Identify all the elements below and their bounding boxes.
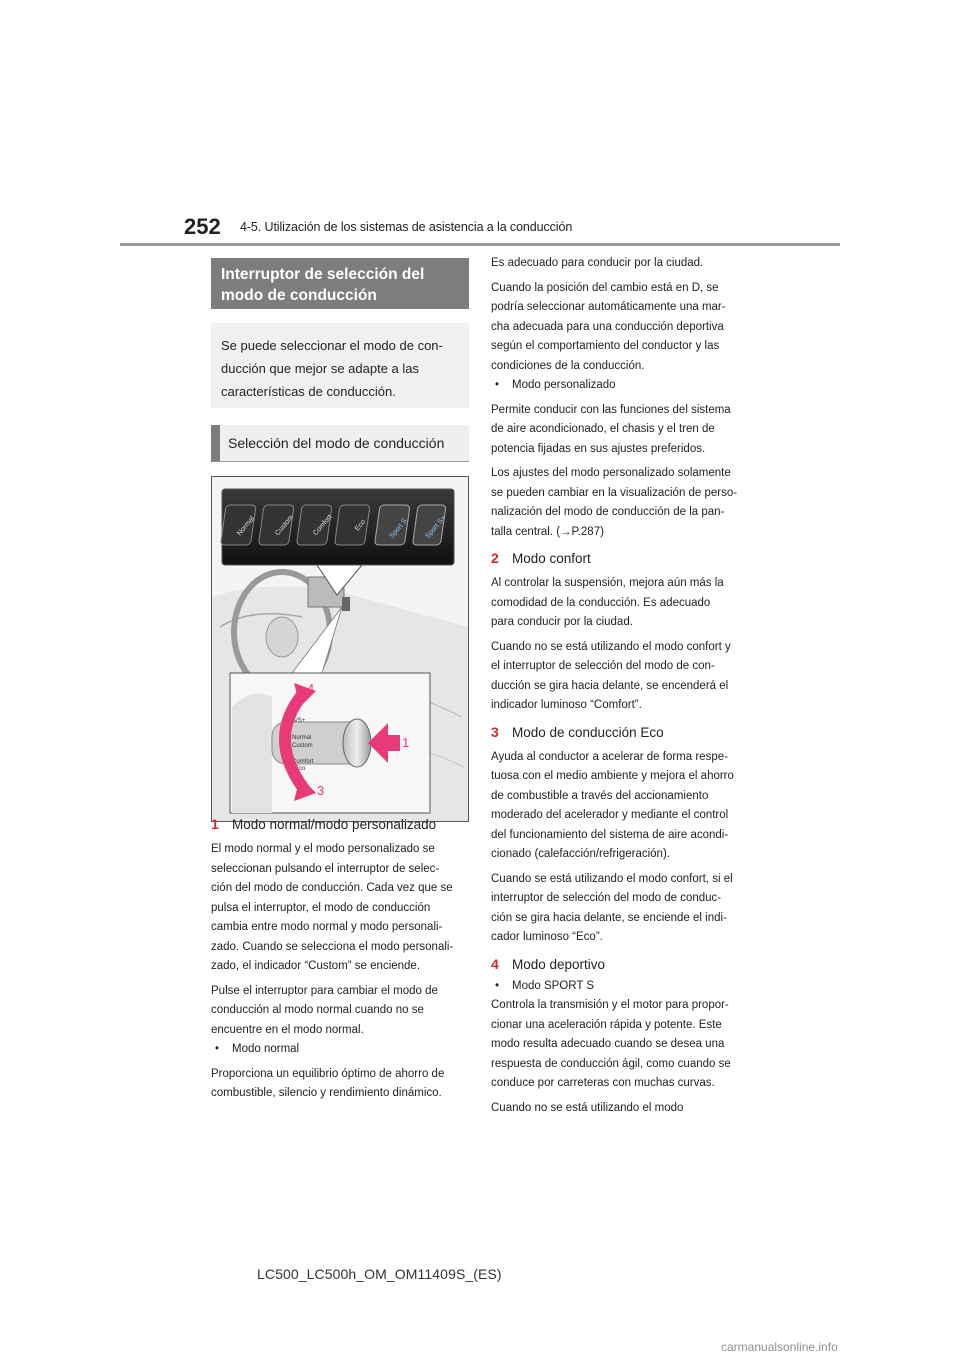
paragraph: Ayuda al conductor a acelerar de forma respe- tuosa con el medio ambiente y mejora el ahorro de combustible a través del accionamiento moderado del acelerador y mediante el control del funcionamiento del sistema de aire acondi- cionado (calefacción/refrigeración). [491, 750, 734, 860]
step-2-title: Modo confort [512, 551, 591, 566]
switch-label-normal: Normal [292, 735, 312, 741]
step-3-title: Modo de conducción Eco [512, 724, 664, 740]
callout-1: 1 [402, 735, 410, 750]
mode-label-comfort: Comfort [312, 513, 334, 538]
title-line-2: modo de conducción [221, 287, 377, 304]
mode-label-sport-s: Sport S [388, 517, 409, 541]
page-header [0, 0, 960, 250]
switch-label-comfort: Comfort [292, 759, 314, 765]
figure-drive-mode-switch [211, 476, 469, 822]
paragraph: Proporciona un equilibrio óptimo de ahorro de combustible, silencio y rendimiento dinámico. [211, 1067, 445, 1099]
left-column [211, 258, 469, 822]
mode-label-eco: Eco [353, 518, 368, 533]
steering-hub [266, 617, 298, 657]
bullet-item: • Modo personalizado [495, 379, 616, 391]
switch-location [342, 597, 350, 611]
paragraph: Cuando no se está utilizando el modo confort y el interruptor de selección del modo de con- ducción se gira hacia delante, se encenderá el indicador luminoso “Comfort”. [491, 640, 731, 711]
stalk-housing [232, 694, 272, 813]
paragraph: Es adecuado para conducir por la ciudad. [491, 257, 704, 269]
switch-label-eco: Eco [295, 766, 306, 772]
switch-knob [343, 719, 371, 767]
step-1-title: Modo normal/modo personalizado [232, 817, 437, 832]
paragraph: Controla la transmisión y el motor para propor- cionar una aceleración rápida y potente. Este modo resulta adecuado cuando se desea una respuesta de conducción ágil, como cuando se conduce por carreteras con muchas curvas. [491, 999, 731, 1089]
intro-box [211, 323, 469, 408]
left-body-text [211, 816, 469, 1104]
callout-3: 3 [317, 783, 325, 798]
step-3-heading [491, 724, 749, 740]
title-line-1: Interruptor de selección del [221, 266, 425, 283]
paragraph: Cuando la posición del cambio está en D, se podría seleccionar automáticamente una mar- cha adecuada para una conducción deportiva según el comportamiento del conductor y las condiciones de la conducción. [491, 281, 726, 372]
title-box [211, 258, 469, 309]
paragraph: Al controlar la suspensión, mejora aún más la comodidad de la conducción. Es adecuado para conducir por la ciudad. [491, 577, 724, 628]
mode-label-custom: Custom [274, 514, 296, 538]
step-1-number: 1 [211, 816, 219, 832]
step-3-number: 3 [491, 723, 499, 740]
right-body-text [491, 254, 749, 1118]
intro-line-3: características de conducción. [221, 384, 396, 399]
bullet-item: • Modo SPORT S [495, 979, 595, 992]
intro-line-2: ducción que mejor se adapte a las [221, 361, 420, 376]
switch-label-custom: Custom [292, 743, 313, 749]
step-4-number: 4 [491, 955, 499, 972]
paragraph: Permite conducir con las funciones del sistema de aire acondicionado, el chasis y el tren de potencia fijadas en sus ajustes preferidos. [491, 403, 731, 455]
watermark: carmanualsonline.info [721, 1340, 838, 1354]
section-title: 4-5. Utilización de los sistemas de asistencia a la conducción [240, 220, 573, 234]
subheading: Selección del modo de conducción [211, 425, 469, 462]
mode-label-normal: Normal [236, 515, 257, 538]
step-4-title: Modo deportivo [512, 956, 606, 972]
paragraph: Cuando se está utilizando el modo confort, si el interruptor de selección del modo de conduc- ción se gira hacia delante, se enciende el indi- cador luminoso “Eco”. [491, 872, 733, 943]
mode-label-sport-s-plus: Sport S+ [424, 514, 448, 541]
step-1-heading [211, 816, 469, 832]
step-2-number: 2 [491, 550, 499, 566]
header-rule [120, 243, 840, 246]
footer-doc-code: LC500_LC500h_OM_OM11409S_(ES) [257, 1266, 502, 1282]
page-number: 252 [184, 214, 221, 239]
figure-illustration [212, 477, 468, 821]
callout-2: 2 [304, 783, 312, 798]
switch-label-sport: S/S+ [292, 718, 306, 724]
step-2-heading [491, 550, 749, 566]
bullet-item: • Modo normal [215, 1043, 300, 1055]
step-4-heading [491, 956, 749, 972]
paragraph: Pulse el interruptor para cambiar el modo de conducción al modo normal cuando no se encuentre en el modo normal. [211, 984, 438, 1036]
intro-line-1: Se puede seleccionar el modo de con- [221, 338, 443, 353]
callout-4: 4 [307, 681, 315, 696]
paragraph: El modo normal y el modo personalizado se seleccionan pulsando el interruptor de selec- ción del modo de conducción. Cada vez que se pulsa el interruptor, el modo de conducción cambia entre modo normal y modo personali- zado. Cuando se selecciona el modo personali- zado, el indicador “Custom” se enciende. [211, 843, 454, 972]
paragraph: Los ajustes del modo personalizado solamente se pueden cambiar en la visualización de perso- nalización del modo de conducción de la pan- talla central. (→P.287) [491, 467, 738, 538]
paragraph: Cuando no se está utilizando el modo [491, 1101, 684, 1114]
